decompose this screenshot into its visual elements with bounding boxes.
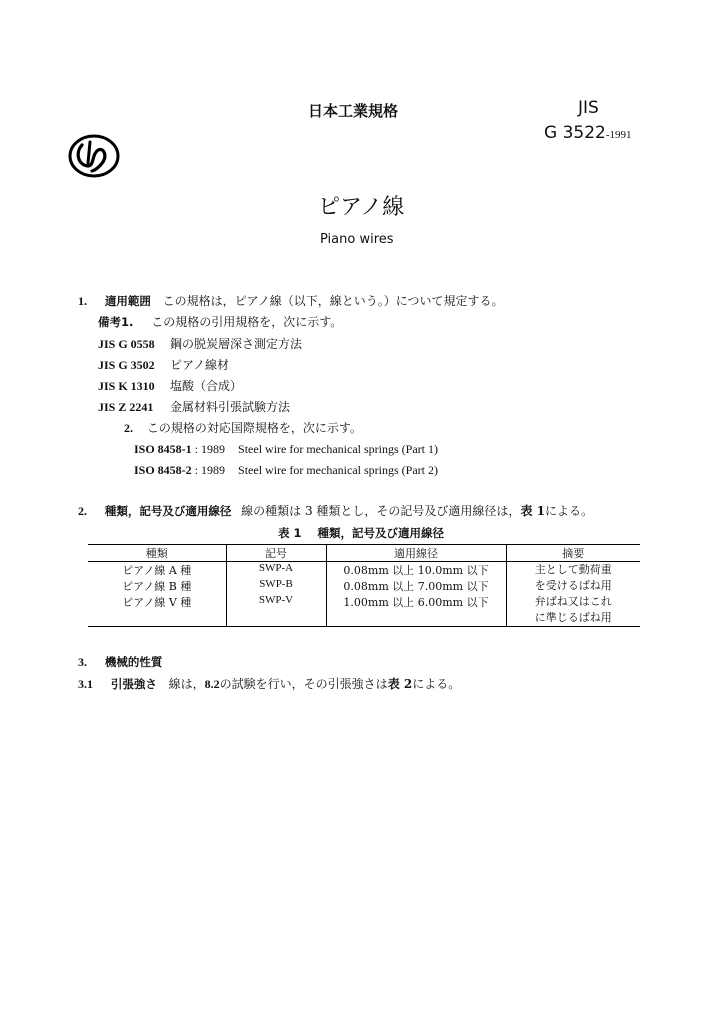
table1-caption	[278, 525, 444, 541]
ref-row	[98, 399, 290, 415]
remark-line: に準じるばね用	[534, 611, 612, 624]
ref-row	[98, 357, 229, 373]
sec3-1-text-b: の試験を行い，その引張強さは	[219, 677, 388, 691]
sec1-num: 1.	[78, 294, 87, 308]
ref-title: 金属材料引張試験方法	[170, 400, 291, 414]
title-ja: ピアノ線	[318, 195, 405, 220]
table-cell: ピアノ線 A 種	[122, 564, 192, 577]
ref-title: 塩酸（合成）	[170, 379, 243, 393]
sec3-1-head: 引張強さ	[110, 677, 157, 691]
standard-number	[544, 123, 632, 143]
note1-label: 備考1.	[98, 315, 134, 329]
iso-title: Steel wire for mechanical springs (Part 2)	[238, 463, 438, 477]
note1-text: この規格の引用規格を，次に示す。	[151, 315, 343, 329]
ref-title: 鋼の脱炭層深さ測定方法	[170, 337, 303, 351]
table-header-row	[88, 545, 640, 562]
sec3-1-ref1: 8.2	[204, 677, 220, 691]
sec2-line	[78, 503, 593, 519]
ref-code: JIS G 0558	[98, 337, 155, 351]
jis-mark-logo	[66, 133, 122, 179]
ref-code: JIS K 1310	[98, 379, 155, 393]
sec1-head: 適用範囲	[104, 294, 151, 308]
table-cell: SWP-A	[226, 562, 326, 579]
sec3-1-text-c: による。	[412, 677, 461, 691]
standard-code: G 3522	[544, 123, 606, 143]
table-cell: ピアノ線 V 種	[88, 594, 226, 627]
note1-line	[98, 314, 342, 330]
iso-year: : 1989	[191, 463, 226, 477]
ref-code: JIS G 3502	[98, 358, 155, 372]
standard-year: -1991	[605, 129, 632, 141]
remark-line: 弁ばね又はこれ	[534, 595, 612, 608]
sec3-1-num: 3.1	[78, 677, 93, 691]
table-cell: 1.00mm 以上 6.00mm 以下	[326, 594, 506, 627]
sec1-text: この規格は，ピアノ線（以下，線という。）について規定する。	[162, 294, 504, 308]
title-en: Piano wires	[320, 232, 394, 247]
iso-row	[134, 462, 438, 478]
table-row	[88, 594, 640, 627]
table-header-cell: 記号	[226, 545, 326, 562]
sec3-1-text-a: 線は，	[168, 677, 205, 691]
table-remark-cell	[506, 562, 640, 595]
table1-caption-text: 種類，記号及び適用線径	[317, 526, 445, 540]
iso-row	[134, 441, 438, 457]
table1	[88, 544, 640, 627]
sec2-table-ref: 表 1	[520, 504, 545, 518]
sec3-head: 機械的性質	[104, 655, 163, 669]
sec2-text-a: 線の種類は 3 種類とし，その記号及び適用線径は，	[241, 504, 521, 518]
iso-code: ISO 8458-1	[134, 442, 192, 456]
sec3-1-ref2: 表 2	[387, 677, 413, 691]
note2-line	[124, 420, 362, 436]
table-header-cell: 種類	[88, 545, 226, 562]
sec3-line	[78, 654, 162, 670]
table-cell: 0.08mm 以上 7.00mm 以下	[326, 578, 506, 594]
sec3-1-line	[78, 676, 460, 692]
ref-row	[98, 378, 242, 394]
remark-line: を受けるばね用	[534, 579, 612, 592]
iso-code: ISO 8458-2	[134, 463, 192, 477]
iso-year: : 1989	[191, 442, 226, 456]
note2-text: この規格の対応国際規格を，次に示す。	[146, 421, 362, 435]
table-cell: ピアノ線 B 種	[122, 580, 192, 593]
table-cell: SWP-B	[226, 578, 326, 594]
sec2-num: 2.	[78, 504, 87, 518]
table-remark-cell	[506, 594, 640, 627]
table1-caption-num: 表 1	[278, 526, 302, 540]
org-name: 日本工業規格	[308, 102, 399, 120]
table-row	[88, 562, 640, 579]
table-cell: 0.08mm 以上 10.0mm 以下	[326, 562, 506, 579]
ref-code: JIS Z 2241	[98, 400, 154, 414]
sec2-head: 種類，記号及び適用線径	[104, 504, 232, 518]
note2-label: 2.	[124, 421, 133, 435]
sec2-text-b: による。	[544, 504, 593, 518]
ref-row	[98, 336, 302, 352]
iso-title: Steel wire for mechanical springs (Part 1)	[238, 442, 438, 456]
table-header-cell: 摘要	[506, 545, 640, 562]
table-cell: SWP-V	[226, 594, 326, 627]
remark-line: 主として動荷重	[534, 563, 612, 576]
ref-title: ピアノ線材	[170, 358, 230, 372]
jis-label: JIS	[578, 98, 599, 118]
sec1-line	[78, 293, 503, 309]
table-header-cell: 適用線径	[326, 545, 506, 562]
sec3-num: 3.	[78, 655, 87, 669]
